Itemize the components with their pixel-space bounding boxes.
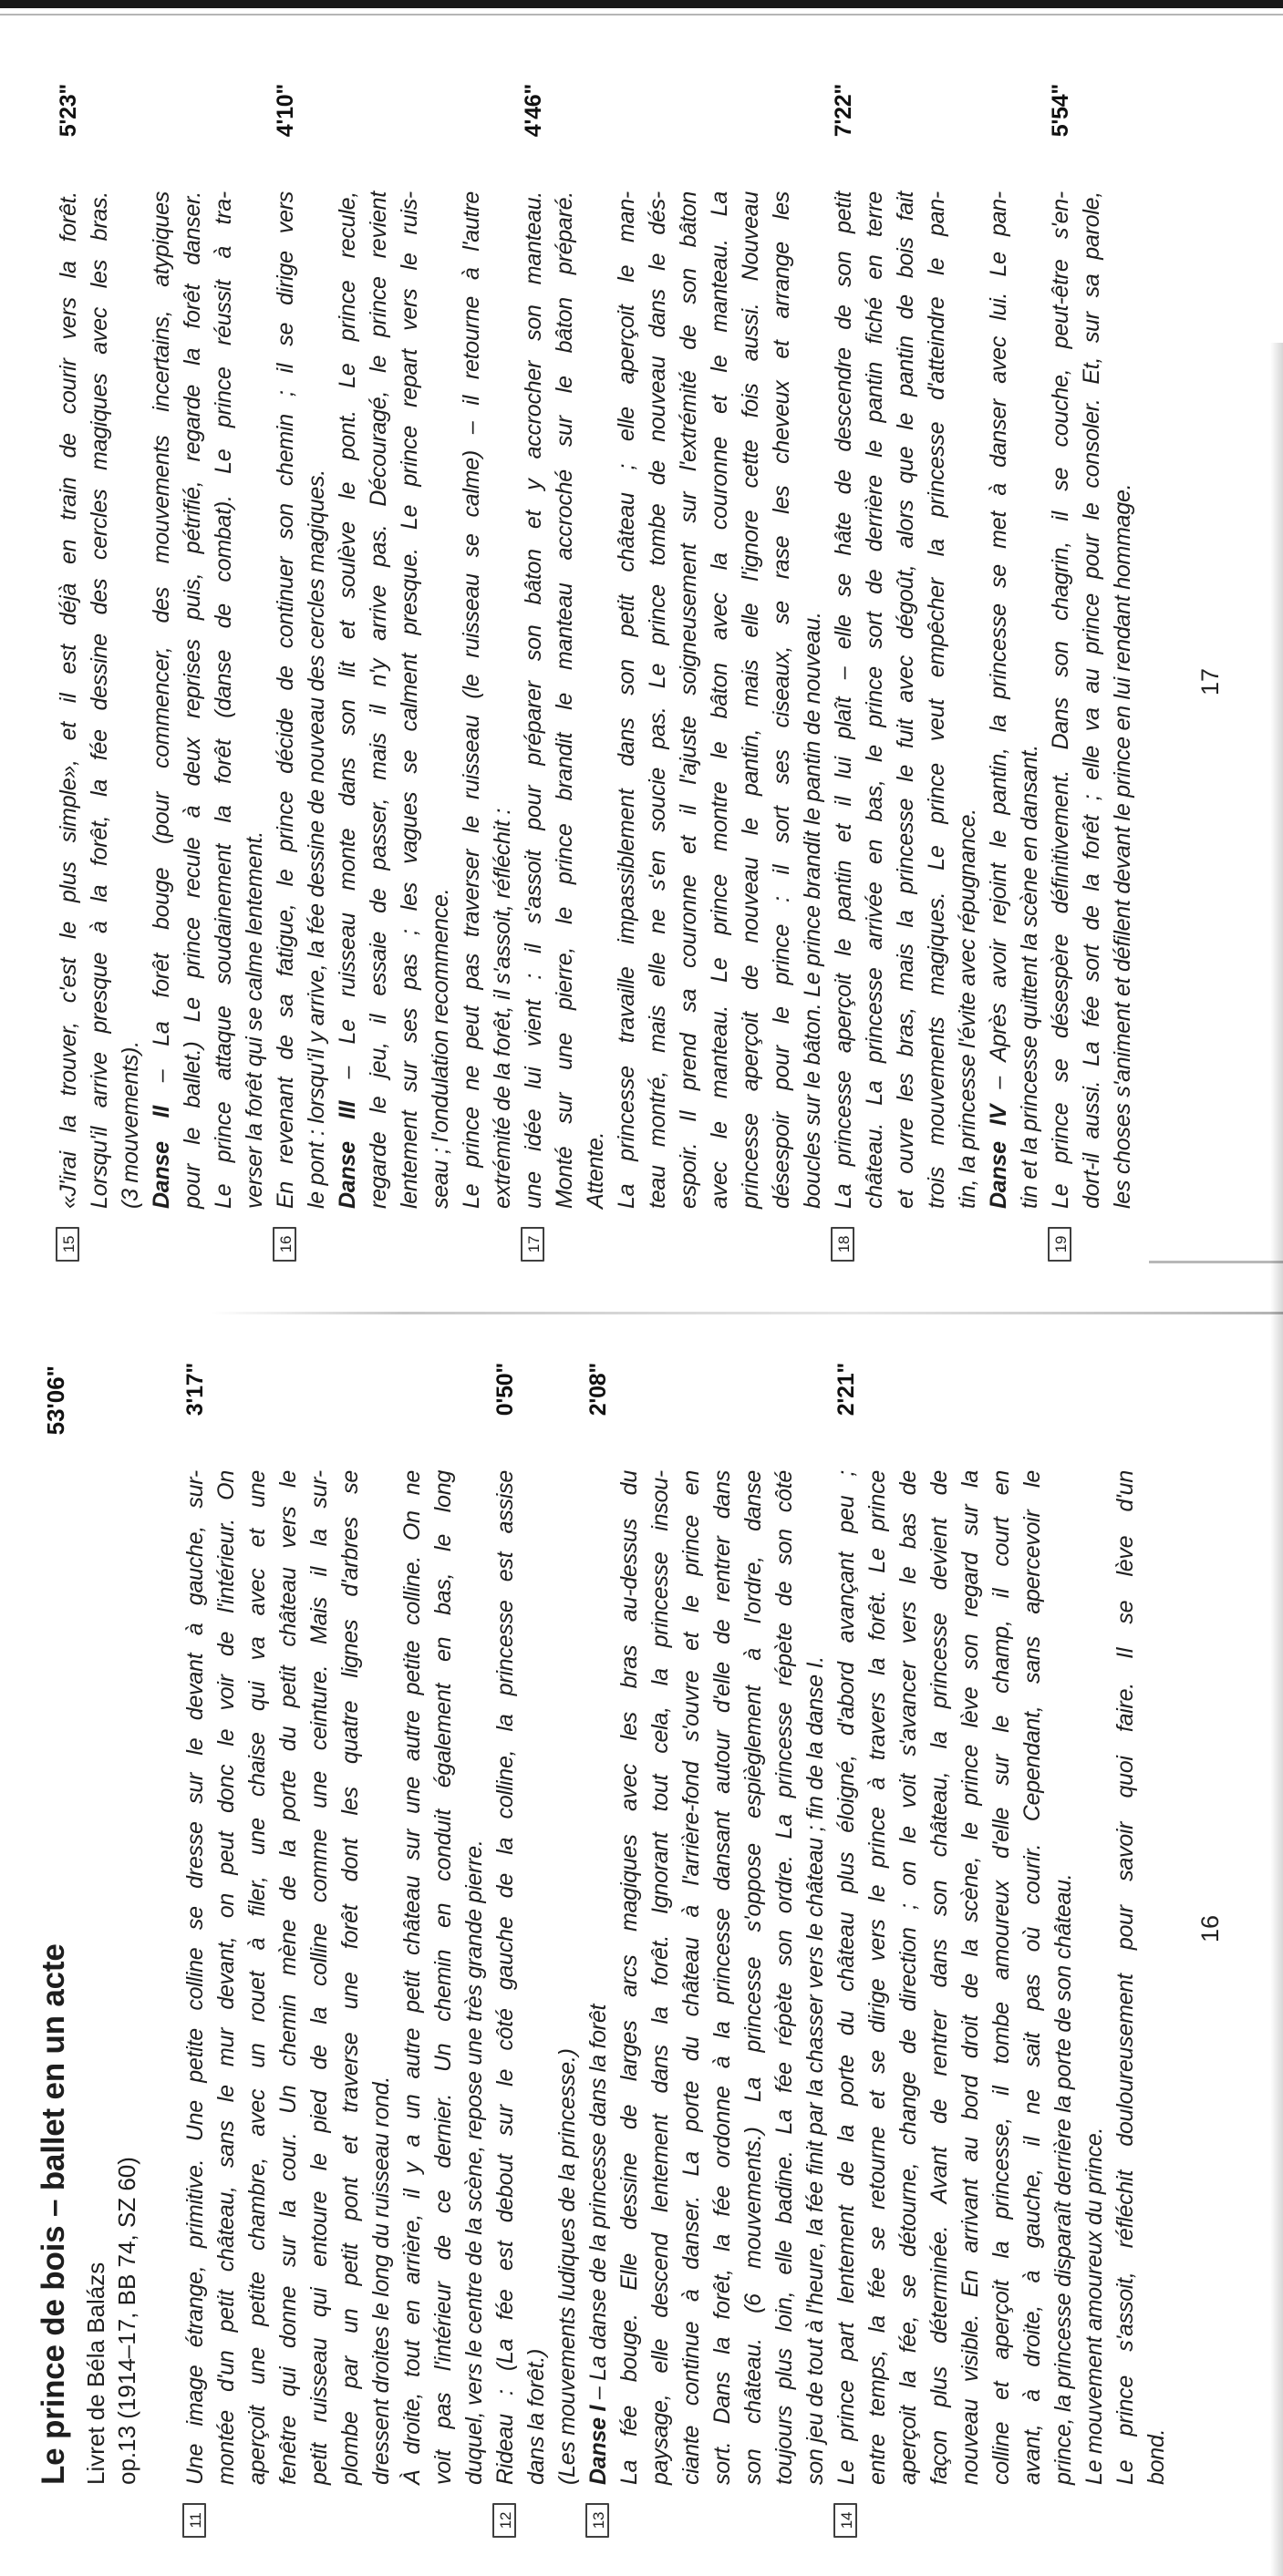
text-line: Rideau : (La fée est debout sur le côté gauche de la colline, la princesse est assise 12 0'50" (490, 1470, 521, 2485)
track-duration: 0'50" (492, 1363, 518, 1417)
page-16-column (180, 1363, 1172, 2530)
text-line: château. La princesse arrivée en bas, le prince sort de derrière le pantin fiché en terre (862, 191, 887, 1209)
page-number-17: 17 (1196, 667, 1224, 696)
text-line: Le prince ne peut pas traverser le ruisseau (le ruisseau se calme) – il retourne à l'autre (459, 191, 484, 1209)
text-line: tin, la princesse l'évite avec répugnance. (955, 809, 980, 1209)
text-line: son château. (6 mouvements.) La princesse s'oppose espièglement à l'ordre, danse (740, 1470, 766, 2485)
text-line: et ouvre les bras, mais la princesse le fuit avec dégoût, alors que le pantin de bois fait (893, 191, 918, 1209)
text-line: Attente. (583, 1131, 608, 1209)
text-line: son jeu de tout à l'heure, la fée finit par la chasser vers le château ; fin de la danse I. (802, 1656, 828, 2485)
text-line: toujours plus loin, elle badine. La fée répète son ordre. La princesse répète de son côté (771, 1470, 797, 2485)
text-line: petit ruisseau qui entoure le pied de la colline comme une ceinture. Mais il la sur- (306, 1470, 332, 2485)
text-line: regarde le jeu, il essaie de passer, mais il n'y arrive pas. Découragé, le prince revient (366, 191, 391, 1209)
text-line: paysage, elle descend lentement dans la forêt. Ignorant tout cela, la princesse insou- (647, 1470, 673, 2485)
text-line: Monté sur une pierre, le prince brandit le manteau accroché sur le bâton préparé. (552, 191, 577, 1209)
text-line: une idée lui vient : il s'assoit pour préparer son bâton et y accrocher son manteau. 17 4'46" (518, 191, 549, 1209)
text-line: seau ; l'ondulation recommence. (428, 888, 453, 1209)
page-16 (0, 1288, 1283, 2576)
text-line: aperçoit une petite chambre, avec un rouet à filer, une chaise qui va avec et une (244, 1470, 270, 2485)
text-line: Danse IV – Après avoir rejoint le pantin, la princesse se met à danser avec lui. Le pan- (986, 191, 1011, 1209)
track-number-badge: 18 (831, 1227, 854, 1262)
text-line: La princesse travaille impassiblement dans son petit château ; elle aperçoit le man- (614, 191, 639, 1209)
text-line: extrémité de la forêt, il s'assoit, réfléchit : (490, 808, 515, 1209)
text-line: aperçoit la fée, se détourne, change de direction ; on le voit s'avancer vers le bas de (895, 1470, 921, 2485)
librettist-line: Livret de Béla Balázs (82, 2262, 109, 2485)
text-line: Une image étrange, primitive. Une petite colline se dresse sur le devant à gauche, sur- 11 3'17" (180, 1470, 211, 2485)
track-duration: 5'23" (56, 84, 81, 138)
track-number-badge: 11 (182, 2503, 206, 2538)
text-line: façon plus déterminée. Avant de rentrer dans son château, la princesse devient de (926, 1470, 952, 2485)
text-line: boucles sur le bâton. Le prince brandit le pantin de nouveau. (800, 612, 825, 1209)
text-line: En revenant de sa fatigue, le prince décide de continuer son chemin ; il se dirige vers 16 4'10" (270, 191, 301, 1209)
text-line: duquel, vers le centre de la scène, repose une très grande pierre. (461, 1839, 487, 2485)
text-line: voit pas l'intérieur de ce dernier. Un chemin en conduit également en bas, le long (430, 1470, 456, 2485)
text-line: Danse I – La danse de la princesse dans la forêt 13 2'08" (583, 1470, 614, 2485)
text-line: fenêtre qui donne sur la cour. Un chemin mène de la porte du petit château vers le (275, 1470, 301, 2485)
text-line: Le prince s'assoit, réfléchit douloureusement pour savoir quoi faire. Il se lève d'un (1112, 1470, 1138, 2485)
text-line: sort. Dans la forêt, la fée ordonne à la princesse dansant autour d'elle de rentrer dans (709, 1470, 735, 2485)
text-line: Le mouvement amoureux du prince. (1081, 2127, 1107, 2485)
text-line: Lorsqu'il arrive presque à la forêt, la fée dessine des cercles magiques avec les bras. (87, 191, 112, 1209)
total-duration: 53'06" (42, 1365, 69, 1436)
text-line: colline et aperçoit la princesse, il tombe amoureux d'elle sur le champ, il court en (988, 1470, 1014, 2485)
track-number-badge: 17 (521, 1227, 544, 1262)
text-line: les choses s'animent et défilent devant le prince en lui rendant hommage. (1110, 483, 1135, 1209)
scan-edge-line (0, 14, 1283, 15)
track-duration: 4'10" (273, 84, 298, 138)
track-duration: 2'08" (585, 1363, 611, 1417)
track-duration: 5'54" (1048, 84, 1073, 138)
text-line: dans la forêt.) (523, 2348, 549, 2485)
page-16-header (36, 1365, 142, 2485)
text-line: Le prince part lentement de la porte du château plus éloigné, d'abord avançant peu ; 14 2'21" (831, 1470, 862, 2485)
track-number-badge: 19 (1048, 1227, 1071, 1262)
text-line: princesse aperçoit de nouveau le pantin, mais elle l'ignore cette fois aussi. Nouveau (738, 191, 763, 1209)
track-number-badge: 16 (273, 1227, 296, 1262)
text-line: avec le manteau. Le prince montre le bâton avec la couronne et le manteau. La (707, 191, 732, 1209)
text-line: (3 mouvements). (118, 1041, 143, 1209)
text-line: «J'irai la trouver, c'est le plus simple», et il est déjà en train de courir vers la forêt. 15 5'23" (53, 191, 84, 1209)
track-duration: 2'21" (833, 1363, 859, 1417)
text-line: nouveau visible. En arrivant au bord droit de la scène, le prince lève son regard sur la (957, 1470, 983, 2485)
text-line: dressent droites le long du ruisseau rond. (368, 2076, 394, 2485)
gutter-shadow (210, 1312, 1283, 1314)
text-line: espoir. Il prend sa couronne et il l'ajuste soigneusement sur l'extrémité de son bâton (676, 191, 701, 1209)
text-line: (Les mouvements ludiques de la princesse.) (554, 2048, 580, 2485)
text-line: avant, à droite, à gauche, il ne sait pas où courir. Cependant, sans apercevoir le (1019, 1470, 1045, 2485)
track-number-badge: 15 (56, 1227, 79, 1262)
text-line: Danse II – La forêt bouge (pour commencer, des mouvements incertains, atypiques (149, 191, 174, 1209)
text-line: La princesse aperçoit le pantin et il lui plaît – elle se hâte de descendre de son petit 18 7'22" (828, 191, 859, 1209)
track-duration: 7'22" (831, 84, 856, 138)
text-line: Le prince se désespère définitivement. Dans son chagrin, il se couche, peut-être s'en- 19 5'54" (1045, 191, 1076, 1209)
text-line: le pont : lorsqu'il y arrive, la fée dessine de nouveau des cercles magiques. (304, 469, 329, 1209)
text-line: lentement sur ses pas ; les vagues se calment presque. Le prince repart vers le ruis- (397, 191, 422, 1209)
text-line: teau montré, mais elle ne s'en soucie pas. Le prince tombe de nouveau dans le dés- (645, 191, 670, 1209)
text-line: dort-il aussi. La fée sort de la forêt ; elle va au prince pour le consoler. Et, sur sa parole, (1079, 191, 1104, 1209)
track-number-badge: 12 (492, 2503, 516, 2538)
text-line: désespoir pour le prince : il sort ses ciseaux, se rase les cheveux et arrange les (769, 191, 794, 1209)
text-line: tin et la princesse quittent la scène en dansant. (1017, 745, 1042, 1209)
scan-edge-bar (0, 0, 1283, 8)
text-line: prince, la princesse disparaît derrière la porte de son château. (1050, 1873, 1076, 2485)
text-line: bond. (1143, 2428, 1169, 2485)
text-line: trois mouvements magiques. Le prince veut empêcher la princesse d'atteindre le pan- (924, 191, 949, 1209)
text-line: ciante continue à danser. La porte du château à l'arrière-fond s'ouvre et le prince en (678, 1470, 704, 2485)
track-duration: 4'46" (521, 84, 546, 138)
text-line: plombe par un petit pont et traverse une forêt dont les quatre lignes d'arbres se (337, 1470, 363, 2485)
track-duration: 3'17" (182, 1363, 208, 1417)
text-line: pour le ballet.) Le prince recule à deux reprises puis, pétrifié, regarde la forêt danser. (180, 191, 205, 1209)
text-line: montée d'un petit château, sans le mur devant, on peut donc le voir de l'intérieur. On (213, 1470, 239, 2485)
opus-line: op.13 (1914–17, BB 74, SZ 60) (113, 2157, 140, 2485)
track-number-badge: 14 (833, 2503, 857, 2538)
text-line: À droite, tout en arrière, il y a un autre petit château sur une autre petite colline. On ne (399, 1470, 425, 2485)
text-line: entre temps, la fée se retourne et se dirige vers le prince à travers la forêt. Le prince (864, 1470, 890, 2485)
page-number-16: 16 (1196, 1914, 1224, 1943)
text-line: verser la forêt qui se calme lentement. (242, 830, 267, 1209)
track-number-badge: 13 (585, 2503, 609, 2538)
work-title: Le prince de bois – ballet en un acte (36, 1943, 71, 2485)
page-17-column (53, 84, 1138, 1253)
page-edge-shadow (1270, 343, 1283, 2576)
text-line: Danse III – Le ruisseau monte dans son lit et soulève le pont. Le prince recule, (335, 191, 360, 1209)
text-line: Le prince attaque soudainement la forêt (danse de combat). Le prince réussit à tra- (211, 191, 236, 1209)
text-line: La fée bouge. Elle dessine de larges arcs magiques avec les bras au-dessus du (616, 1470, 642, 2485)
gutter-shadow-lower (1149, 1261, 1283, 1263)
